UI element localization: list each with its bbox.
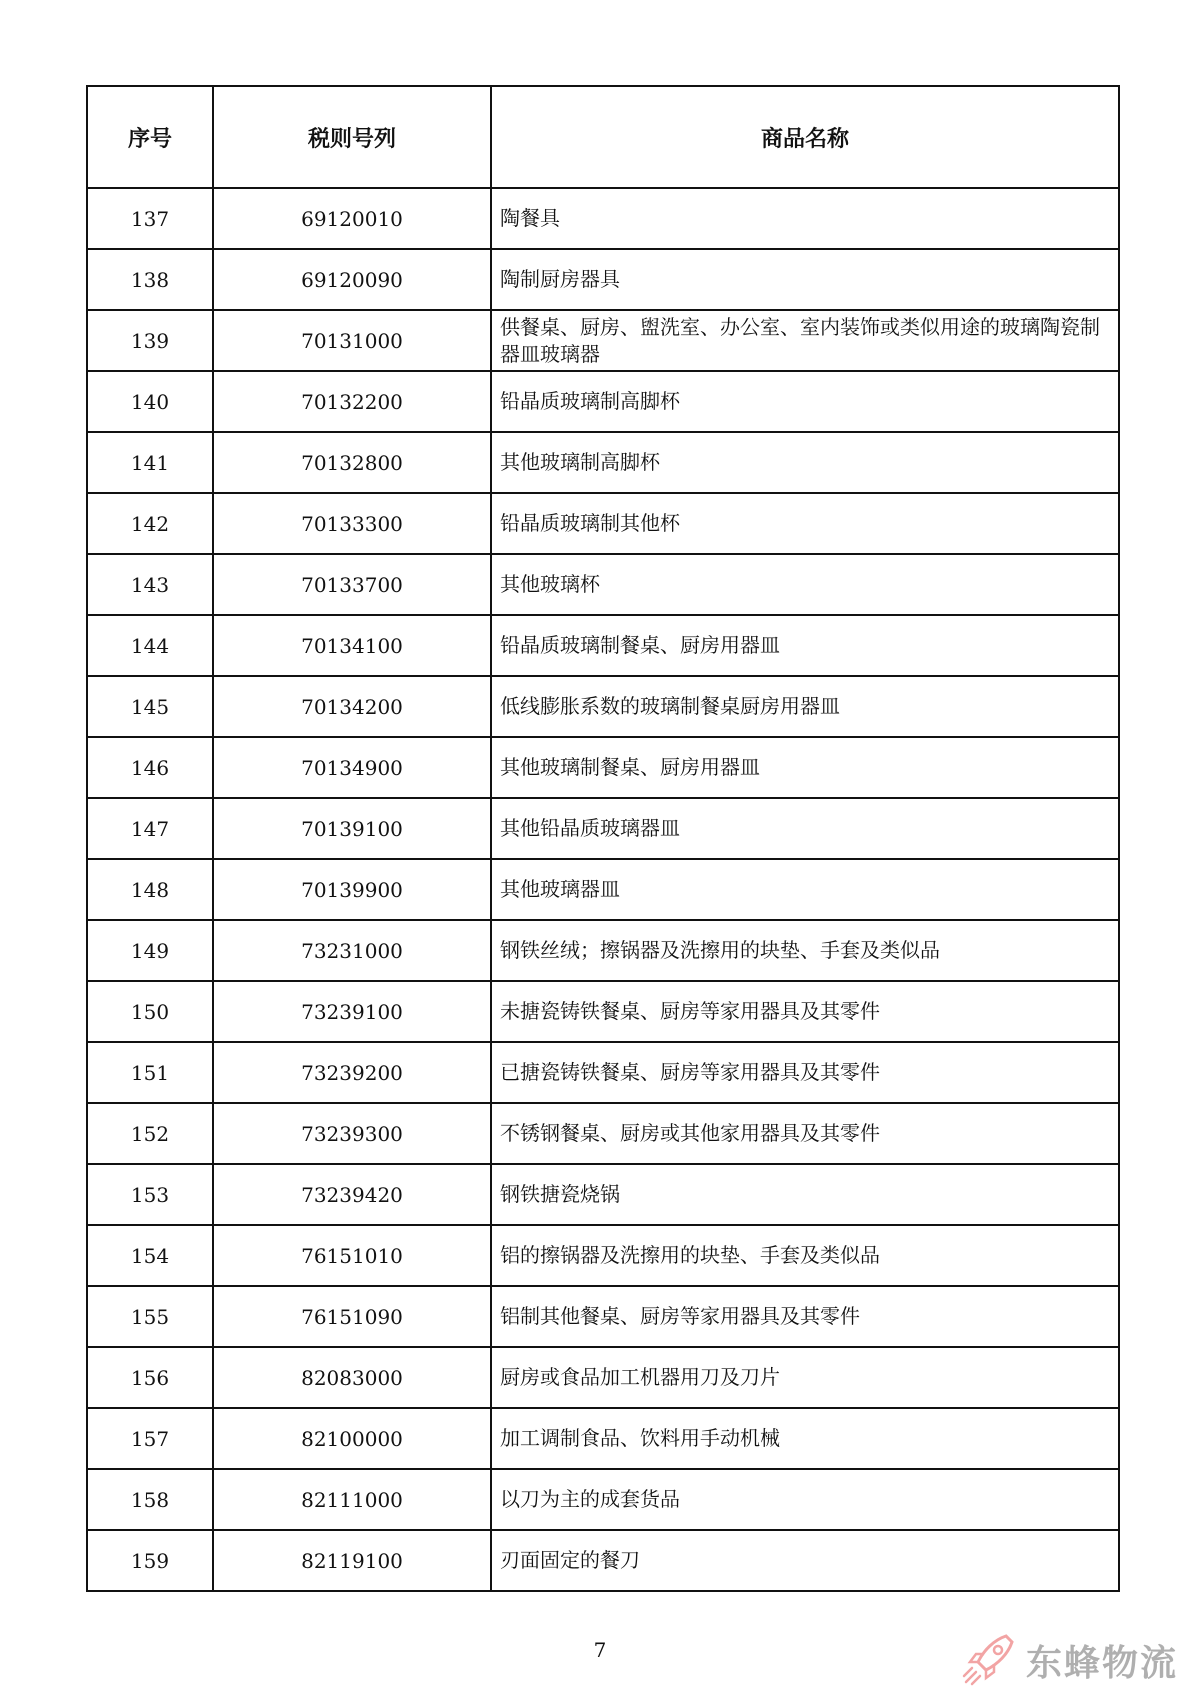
- cell-serial: 137: [87, 188, 213, 249]
- table-row: [87, 1164, 1119, 1225]
- cell-tariff-code: 70134100: [213, 615, 491, 676]
- table-row: [87, 432, 1119, 493]
- table-row: [87, 1042, 1119, 1103]
- cell-tariff-code: 70134200: [213, 676, 491, 737]
- cell-product-name: 低线膨胀系数的玻璃制餐桌厨房用器皿: [491, 676, 1119, 737]
- cell-serial: 158: [87, 1469, 213, 1530]
- cell-product-name: 加工调制食品、饮料用手动机械: [491, 1408, 1119, 1469]
- cell-tariff-code: 69120010: [213, 188, 491, 249]
- cell-tariff-code: 82119100: [213, 1530, 491, 1591]
- page-number: 7: [593, 1638, 607, 1662]
- cell-tariff-code: 73239100: [213, 981, 491, 1042]
- cell-product-name: 钢铁丝绒；擦锅器及洗擦用的块垫、手套及类似品: [491, 920, 1119, 981]
- cell-product-name: 钢铁搪瓷烧锅: [491, 1164, 1119, 1225]
- rocket-icon: [960, 1632, 1020, 1688]
- cell-tariff-code: 73239420: [213, 1164, 491, 1225]
- table-row: [87, 1469, 1119, 1530]
- cell-tariff-code: 76151090: [213, 1286, 491, 1347]
- table-row: [87, 676, 1119, 737]
- cell-tariff-code: 70139100: [213, 798, 491, 859]
- cell-tariff-code: 70133300: [213, 493, 491, 554]
- cell-tariff-code: 76151010: [213, 1225, 491, 1286]
- cell-tariff-code: 73231000: [213, 920, 491, 981]
- cell-serial: 139: [87, 310, 213, 371]
- table-row: [87, 1103, 1119, 1164]
- cell-product-name: 其他铅晶质玻璃器皿: [491, 798, 1119, 859]
- table-header-row: [87, 86, 1119, 188]
- cell-tariff-code: 82083000: [213, 1347, 491, 1408]
- cell-serial: 157: [87, 1408, 213, 1469]
- table-body: [87, 188, 1119, 1591]
- cell-product-name: 供餐桌、厨房、盥洗室、办公室、室内装饰或类似用途的玻璃陶瓷制器皿玻璃器: [491, 310, 1119, 371]
- cell-serial: 159: [87, 1530, 213, 1591]
- cell-product-name: 未搪瓷铸铁餐桌、厨房等家用器具及其零件: [491, 981, 1119, 1042]
- table-row: [87, 188, 1119, 249]
- cell-serial: 150: [87, 981, 213, 1042]
- cell-tariff-code: 73239300: [213, 1103, 491, 1164]
- cell-product-name: 铅晶质玻璃制其他杯: [491, 493, 1119, 554]
- cell-product-name: 已搪瓷铸铁餐桌、厨房等家用器具及其零件: [491, 1042, 1119, 1103]
- cell-serial: 141: [87, 432, 213, 493]
- table-row: [87, 493, 1119, 554]
- cell-tariff-code: 70134900: [213, 737, 491, 798]
- table-row: [87, 1286, 1119, 1347]
- cell-product-name: 铅晶质玻璃制高脚杯: [491, 371, 1119, 432]
- cell-serial: 144: [87, 615, 213, 676]
- table-row: [87, 371, 1119, 432]
- cell-serial: 155: [87, 1286, 213, 1347]
- table-row: [87, 1530, 1119, 1591]
- cell-tariff-code: 70132800: [213, 432, 491, 493]
- cell-serial: 154: [87, 1225, 213, 1286]
- table-row: [87, 859, 1119, 920]
- watermark-text: 东蜂物流: [1026, 1642, 1179, 1684]
- cell-product-name: 厨房或食品加工机器用刀及刀片: [491, 1347, 1119, 1408]
- cell-tariff-code: 73239200: [213, 1042, 491, 1103]
- cell-tariff-code: 69120090: [213, 249, 491, 310]
- cell-serial: 143: [87, 554, 213, 615]
- cell-serial: 142: [87, 493, 213, 554]
- cell-product-name: 其他玻璃制餐桌、厨房用器皿: [491, 737, 1119, 798]
- cell-serial: 145: [87, 676, 213, 737]
- cell-product-name: 以刀为主的成套货品: [491, 1469, 1119, 1530]
- header-serial: 序号: [87, 86, 213, 188]
- cell-tariff-code: 82111000: [213, 1469, 491, 1530]
- cell-serial: 146: [87, 737, 213, 798]
- cell-serial: 156: [87, 1347, 213, 1408]
- table-row: [87, 920, 1119, 981]
- cell-product-name: 刃面固定的餐刀: [491, 1530, 1119, 1591]
- cell-serial: 147: [87, 798, 213, 859]
- header-tariff-code: 税则号列: [213, 86, 491, 188]
- table-row: [87, 615, 1119, 676]
- cell-product-name: 铅晶质玻璃制餐桌、厨房用器皿: [491, 615, 1119, 676]
- tariff-table: [86, 85, 1120, 1592]
- cell-serial: 138: [87, 249, 213, 310]
- cell-serial: 149: [87, 920, 213, 981]
- cell-tariff-code: 70139900: [213, 859, 491, 920]
- cell-product-name: 其他玻璃器皿: [491, 859, 1119, 920]
- cell-tariff-code: 70131000: [213, 310, 491, 371]
- cell-product-name: 铝制其他餐桌、厨房等家用器具及其零件: [491, 1286, 1119, 1347]
- table-row: [87, 981, 1119, 1042]
- header-product-name: 商品名称: [491, 86, 1119, 188]
- cell-product-name: 其他玻璃杯: [491, 554, 1119, 615]
- cell-serial: 152: [87, 1103, 213, 1164]
- cell-serial: 148: [87, 859, 213, 920]
- table-row: [87, 1225, 1119, 1286]
- table-row: [87, 1408, 1119, 1469]
- cell-serial: 140: [87, 371, 213, 432]
- watermark-logo: [960, 1632, 1192, 1688]
- cell-tariff-code: 70133700: [213, 554, 491, 615]
- cell-product-name: 陶制厨房器具: [491, 249, 1119, 310]
- table-row: [87, 249, 1119, 310]
- cell-product-name: 其他玻璃制高脚杯: [491, 432, 1119, 493]
- cell-product-name: 铝的擦锅器及洗擦用的块垫、手套及类似品: [491, 1225, 1119, 1286]
- cell-serial: 153: [87, 1164, 213, 1225]
- cell-serial: 151: [87, 1042, 213, 1103]
- table-row: [87, 798, 1119, 859]
- table-row: [87, 310, 1119, 371]
- table-row: [87, 737, 1119, 798]
- table-row: [87, 554, 1119, 615]
- cell-tariff-code: 82100000: [213, 1408, 491, 1469]
- cell-tariff-code: 70132200: [213, 371, 491, 432]
- table-row: [87, 1347, 1119, 1408]
- cell-product-name: 陶餐具: [491, 188, 1119, 249]
- cell-product-name: 不锈钢餐桌、厨房或其他家用器具及其零件: [491, 1103, 1119, 1164]
